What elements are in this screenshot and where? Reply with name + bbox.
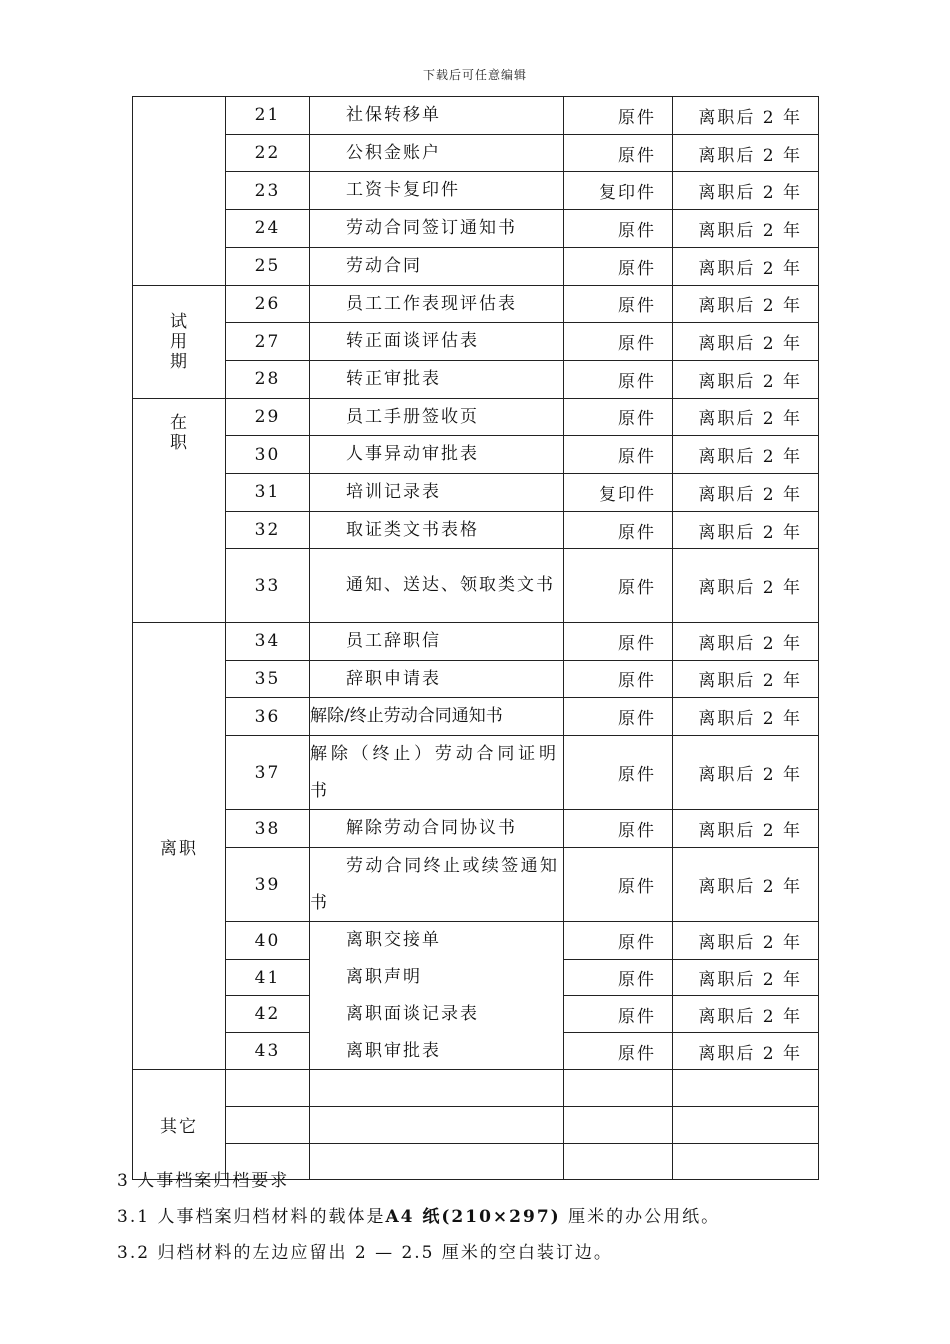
document-type: 复印件 [564, 474, 673, 512]
item-name: 转正面谈评估表 [310, 323, 564, 361]
document-type: 原件 [564, 549, 673, 622]
table-row [133, 549, 819, 622]
table-row [133, 1106, 819, 1143]
table-row [133, 735, 819, 809]
table-row [133, 996, 819, 1033]
item-name: 劳动合同 [310, 247, 564, 285]
table-row [133, 810, 819, 848]
row-number: 30 [226, 436, 310, 474]
item-name: 劳动合同签订通知书 [310, 210, 564, 248]
document-type: 原件 [564, 247, 673, 285]
document-type: 原件 [564, 810, 673, 848]
item-name: 培训记录表 [310, 474, 564, 512]
row-number: 34 [226, 622, 310, 660]
document-type: 原件 [564, 922, 673, 959]
table-row [133, 660, 819, 698]
row-number: 21 [226, 97, 310, 135]
item-name: 通知、送达、领取类文书 [310, 549, 564, 622]
item-name: 劳动合同终止或续签通知书 [310, 848, 564, 922]
row-number: 27 [226, 323, 310, 361]
document-type: 原件 [564, 398, 673, 436]
retention-period: 离职后 2 年 [673, 436, 819, 474]
row-number: 23 [226, 172, 310, 210]
document-type: 原件 [564, 735, 673, 809]
document-type: 原件 [564, 959, 673, 996]
row-number: 38 [226, 810, 310, 848]
document-type: 原件 [564, 660, 673, 698]
item-name [310, 1070, 564, 1107]
table-row [133, 1070, 819, 1107]
retention-period: 离职后 2 年 [673, 1033, 819, 1070]
row-number: 35 [226, 660, 310, 698]
category-label: 在职 [170, 412, 189, 453]
retention-period: 离职后 2 年 [673, 134, 819, 172]
table-row [133, 511, 819, 549]
document-type: 原件 [564, 134, 673, 172]
row-number: 36 [226, 698, 310, 736]
retention-period [673, 1070, 819, 1107]
retention-period: 离职后 2 年 [673, 285, 819, 323]
paragraph-binding-margin: 3.2 归档材料的左边应留出 2 — 2.5 厘米的空白装订边。 [117, 1243, 613, 1263]
retention-period: 离职后 2 年 [673, 698, 819, 736]
retention-period: 离职后 2 年 [673, 959, 819, 996]
item-name: 解除（终止）劳动合同证明书 [310, 735, 564, 809]
document-type: 原件 [564, 622, 673, 660]
retention-period: 离职后 2 年 [673, 848, 819, 922]
archive-table [132, 96, 819, 1180]
row-number: 29 [226, 398, 310, 436]
item-name: 辞职申请表 [310, 660, 564, 698]
document-type: 原件 [564, 511, 673, 549]
row-number: 28 [226, 360, 310, 398]
item-name: 员工辞职信 [310, 622, 564, 660]
row-number: 24 [226, 210, 310, 248]
row-number [226, 1070, 310, 1107]
row-number [226, 1106, 310, 1143]
item-name: 解除/终止劳动合同通知书 [310, 698, 564, 736]
retention-period: 离职后 2 年 [673, 549, 819, 622]
table-row [133, 436, 819, 474]
document-type: 复印件 [564, 172, 673, 210]
retention-period: 离职后 2 年 [673, 97, 819, 135]
category-cell [133, 398, 226, 622]
retention-period [673, 1106, 819, 1143]
item-name: 员工手册签收页 [310, 398, 564, 436]
table-row [133, 959, 819, 996]
table-row [133, 398, 819, 436]
retention-period: 离职后 2 年 [673, 622, 819, 660]
category-cell [133, 97, 226, 286]
paragraph-text: 3.1 人事档案归档材料的载体是 [117, 1207, 386, 1227]
document-type: 原件 [564, 1033, 673, 1070]
row-number: 25 [226, 247, 310, 285]
item-name: 离职交接单 [310, 922, 564, 959]
row-number: 31 [226, 474, 310, 512]
document-type: 原件 [564, 698, 673, 736]
item-name: 离职声明 [310, 959, 564, 996]
retention-period: 离职后 2 年 [673, 996, 819, 1033]
item-name: 工资卡复印件 [310, 172, 564, 210]
document-type: 原件 [564, 360, 673, 398]
row-number: 42 [226, 996, 310, 1033]
document-type: 原件 [564, 285, 673, 323]
item-name [310, 1106, 564, 1143]
table-row [133, 622, 819, 660]
table-row [133, 134, 819, 172]
table-row [133, 210, 819, 248]
row-number: 22 [226, 134, 310, 172]
item-name: 员工工作表现评估表 [310, 285, 564, 323]
paragraph-text: 厘米的办公用纸。 [560, 1207, 721, 1227]
table-row [133, 247, 819, 285]
retention-period [673, 1143, 819, 1180]
table-row [133, 474, 819, 512]
category-cell [133, 285, 226, 398]
retention-period: 离职后 2 年 [673, 735, 819, 809]
table-row [133, 1033, 819, 1070]
row-number: 32 [226, 511, 310, 549]
table-row [133, 922, 819, 959]
category-cell [133, 622, 226, 1069]
category-label: 试用期 [170, 311, 189, 372]
item-name [310, 1143, 564, 1180]
table-row [133, 698, 819, 736]
item-name: 转正审批表 [310, 360, 564, 398]
category-label: 离职 [160, 838, 198, 859]
retention-period: 离职后 2 年 [673, 474, 819, 512]
retention-period: 离职后 2 年 [673, 360, 819, 398]
row-number: 37 [226, 735, 310, 809]
retention-period: 离职后 2 年 [673, 247, 819, 285]
table-row [133, 172, 819, 210]
document-type: 原件 [564, 996, 673, 1033]
document-type [564, 1070, 673, 1107]
row-number: 39 [226, 848, 310, 922]
category-cell [133, 1070, 226, 1180]
item-name: 离职面谈记录表 [310, 996, 564, 1033]
item-name: 离职审批表 [310, 1033, 564, 1070]
item-name: 取证类文书表格 [310, 511, 564, 549]
row-number: 41 [226, 959, 310, 996]
row-number: 33 [226, 549, 310, 622]
document-type: 原件 [564, 210, 673, 248]
table-row [133, 323, 819, 361]
document-type: 原件 [564, 848, 673, 922]
table-row [133, 285, 819, 323]
item-name: 人事异动审批表 [310, 436, 564, 474]
table-row [133, 360, 819, 398]
row-number: 26 [226, 285, 310, 323]
paper-size-text: A4 纸(210×297) [385, 1207, 561, 1227]
retention-period: 离职后 2 年 [673, 511, 819, 549]
document-type: 原件 [564, 436, 673, 474]
document-type [564, 1106, 673, 1143]
category-label: 其它 [160, 1117, 198, 1138]
row-number: 40 [226, 922, 310, 959]
page-header: 下载后可任意编辑 [422, 68, 527, 82]
document-type: 原件 [564, 97, 673, 135]
item-name: 公积金账户 [310, 134, 564, 172]
item-name: 社保转移单 [310, 97, 564, 135]
section-heading: 3 人事档案归档要求 [117, 1171, 290, 1191]
paragraph-paper-format [117, 1202, 720, 1227]
retention-period: 离职后 2 年 [673, 660, 819, 698]
document-type [564, 1143, 673, 1180]
item-name: 解除劳动合同协议书 [310, 810, 564, 848]
table-row [133, 97, 819, 135]
document-type: 原件 [564, 323, 673, 361]
retention-period: 离职后 2 年 [673, 922, 819, 959]
retention-period: 离职后 2 年 [673, 398, 819, 436]
row-number: 43 [226, 1033, 310, 1070]
table-row [133, 848, 819, 922]
retention-period: 离职后 2 年 [673, 210, 819, 248]
retention-period: 离职后 2 年 [673, 810, 819, 848]
retention-period: 离职后 2 年 [673, 323, 819, 361]
retention-period: 离职后 2 年 [673, 172, 819, 210]
